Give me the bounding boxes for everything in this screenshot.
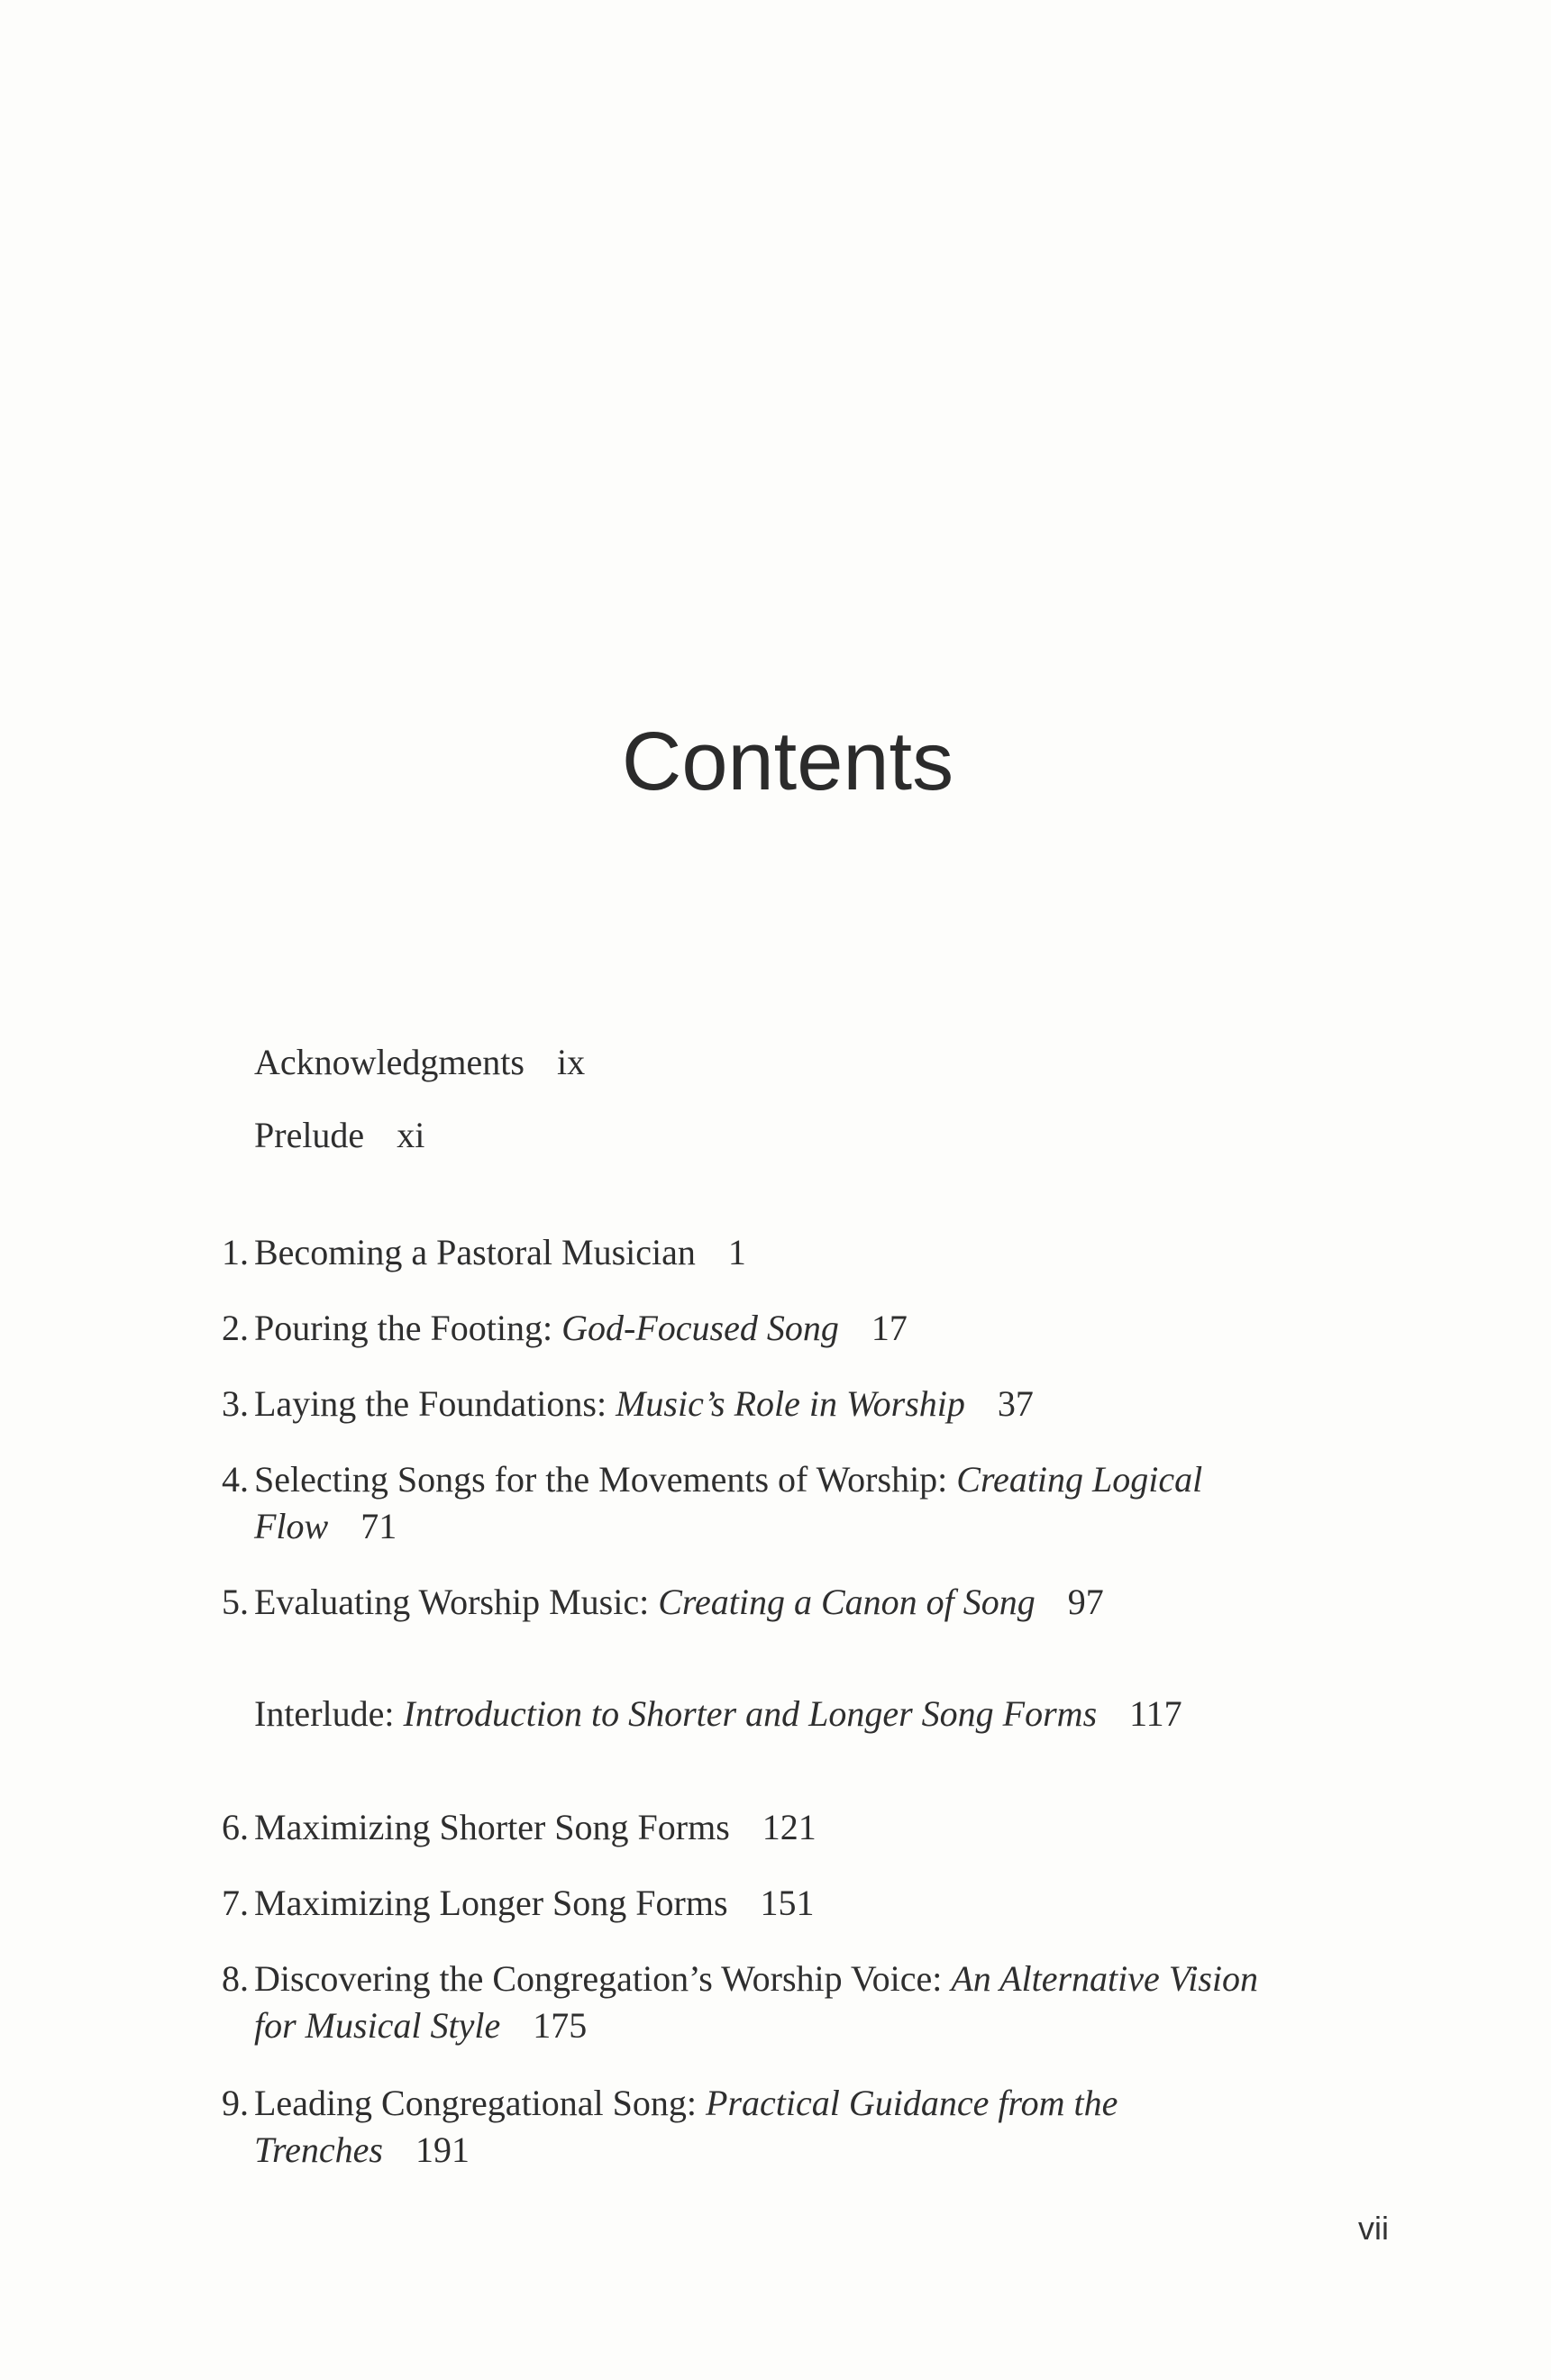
toc-entry-prelude[interactable] <box>254 1112 424 1159</box>
entry-page: 37 <box>997 1383 1034 1424</box>
chapter-number: 7. <box>222 1883 249 1923</box>
chapter-number: 6. <box>222 1807 249 1847</box>
entry-label: Acknowledgments <box>254 1042 525 1082</box>
chapter-title: Pouring the Footing: <box>254 1308 553 1348</box>
toc-entry-chapter-7[interactable] <box>222 1880 815 1927</box>
chapter-subtitle: Creating Logical <box>956 1459 1203 1500</box>
chapter-title: Becoming a Pastoral Musician <box>254 1232 696 1272</box>
entry-page: 1 <box>727 1232 746 1272</box>
chapter-title: Laying the Foundations: <box>254 1383 607 1424</box>
chapter-number: 1. <box>222 1232 249 1272</box>
toc-entry-chapter-8[interactable] <box>222 1956 1259 2049</box>
interlude-label: Interlude: <box>254 1693 395 1734</box>
toc-entry-chapter-2[interactable] <box>222 1305 908 1352</box>
entry-page: 151 <box>760 1883 815 1923</box>
toc-entry-chapter-4[interactable] <box>222 1456 1203 1550</box>
chapter-title: Selecting Songs for the Movements of Worship: <box>254 1459 948 1500</box>
entry-page: ix <box>556 1042 586 1082</box>
chapter-number: 3. <box>222 1383 249 1424</box>
toc-entry-acknowledgments[interactable] <box>254 1039 585 1086</box>
toc-entry-chapter-9[interactable] <box>222 2080 1118 2174</box>
chapter-number: 2. <box>222 1308 249 1348</box>
chapter-subtitle: Creating a Canon of Song <box>658 1582 1036 1622</box>
entry-page: 175 <box>533 2005 588 2046</box>
chapter-title: Maximizing Shorter Song Forms <box>254 1807 730 1847</box>
toc-entry-chapter-1[interactable] <box>222 1229 746 1276</box>
chapter-subtitle-continued: for Musical Style <box>254 2005 501 2046</box>
chapter-title: Evaluating Worship Music: <box>254 1582 650 1622</box>
entry-label: Prelude <box>254 1115 365 1155</box>
entry-page: 191 <box>415 2129 470 2170</box>
toc-entry-chapter-3[interactable] <box>222 1381 1034 1427</box>
chapter-number: 9. <box>222 2083 249 2123</box>
page-title: Contents <box>621 716 954 807</box>
entry-page: xi <box>397 1115 425 1155</box>
chapter-title: Discovering the Congregation’s Worship Voice: <box>254 1958 943 1999</box>
chapter-subtitle: An Alternative Vision <box>951 1958 1259 1999</box>
chapter-subtitle-continued: Trenches <box>254 2129 383 2170</box>
entry-page: 97 <box>1067 1582 1104 1622</box>
entry-page: 117 <box>1129 1693 1182 1734</box>
chapter-subtitle-continued: Flow <box>254 1506 329 1546</box>
entry-page: 121 <box>762 1807 817 1847</box>
chapter-title: Maximizing Longer Song Forms <box>254 1883 728 1923</box>
chapter-subtitle: Music’s Role in Worship <box>616 1383 965 1424</box>
page-number: vii <box>1358 2210 1389 2247</box>
entry-page: 71 <box>360 1506 397 1546</box>
toc-entry-chapter-5[interactable] <box>222 1579 1104 1626</box>
interlude-subtitle: Introduction to Shorter and Longer Song Forms <box>403 1693 1098 1734</box>
chapter-number: 5. <box>222 1582 249 1622</box>
toc-entry-chapter-6[interactable] <box>222 1804 817 1851</box>
chapter-number: 4. <box>222 1459 249 1500</box>
chapter-title: Leading Congregational Song: <box>254 2083 698 2123</box>
entry-page: 17 <box>871 1308 908 1348</box>
chapter-number: 8. <box>222 1958 249 1999</box>
chapter-subtitle: Practical Guidance from the <box>706 2083 1118 2123</box>
toc-entry-interlude[interactable] <box>254 1691 1182 1737</box>
chapter-subtitle: God-Focused Song <box>561 1308 839 1348</box>
